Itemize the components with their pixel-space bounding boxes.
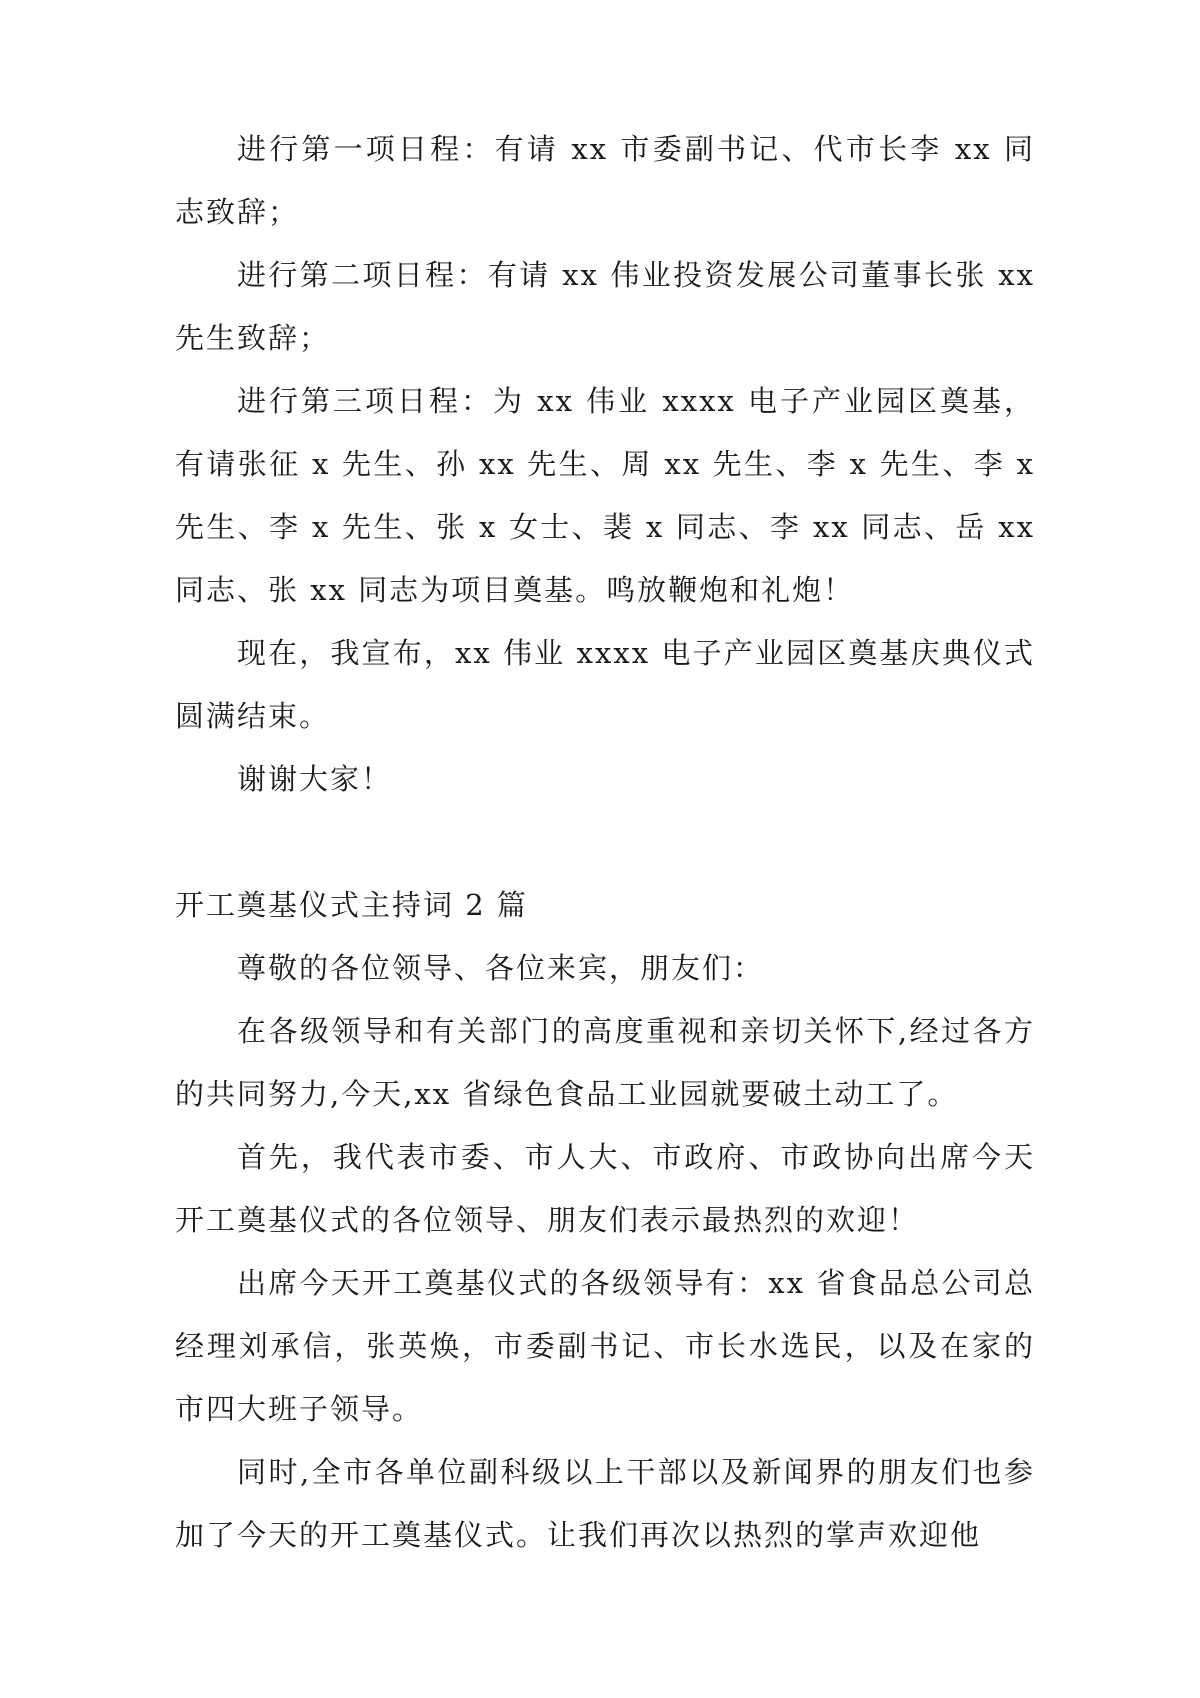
body-paragraph: 出席今天开工奠基仪式的各级领导有：xx 省食品总公司总经理刘承信，张英焕，市委副书记、市长水选民，以及在家的市四大班子领导。 [175, 1266, 1035, 1426]
closing-announcement: 现在，我宣布，xx 伟业 xxxx 电子产业园区奠基庆典仪式圆满结束。 [175, 636, 1035, 733]
body-paragraph: 在各级领导和有关部门的高度重视和亲切关怀下,经过各方的共同努力,今天,xx 省绿色食品工业园就要破土动工了。 [175, 1014, 1035, 1111]
body-paragraph: 首先，我代表市委、市人大、市政府、市政协向出席今天开工奠基仪式的各位领导、朋友们表示最热烈的欢迎！ [175, 1140, 1035, 1237]
agenda-item-2: 进行第二项日程：有请 xx 伟业投资发展公司董事长张 xx 先生致辞； [175, 258, 1047, 355]
greeting-paragraph: 尊敬的各位领导、各位来宾，朋友们： [237, 951, 765, 985]
document-body [175, 118, 1047, 1567]
section-heading: 开工奠基仪式主持词 2 篇 [175, 888, 528, 922]
agenda-item-1: 进行第一项日程：有请 xx 市委副书记、代市长李 xx 同志致辞； [175, 132, 1035, 229]
thanks-line: 谢谢大家！ [237, 762, 393, 796]
agenda-item-3: 进行第三项日程：为 xx 伟业 xxxx 电子产业园区奠基，有请张征 x 先生、孙 xx 先生、周 xx 先生、李 x 先生、李 x 先生、李 x 先生、张 x 女士、裴 x 同志、李 xx 同志、岳 xx 同志、张 xx 同志为项目奠基。鸣放鞭炮和礼炮！ [175, 384, 1047, 607]
body-paragraph: 同时,全市各单位副科级以上干部以及新闻界的朋友们也参加了今天的开工奠基仪式。让我们再次以热烈的掌声欢迎他 [175, 1455, 1035, 1552]
